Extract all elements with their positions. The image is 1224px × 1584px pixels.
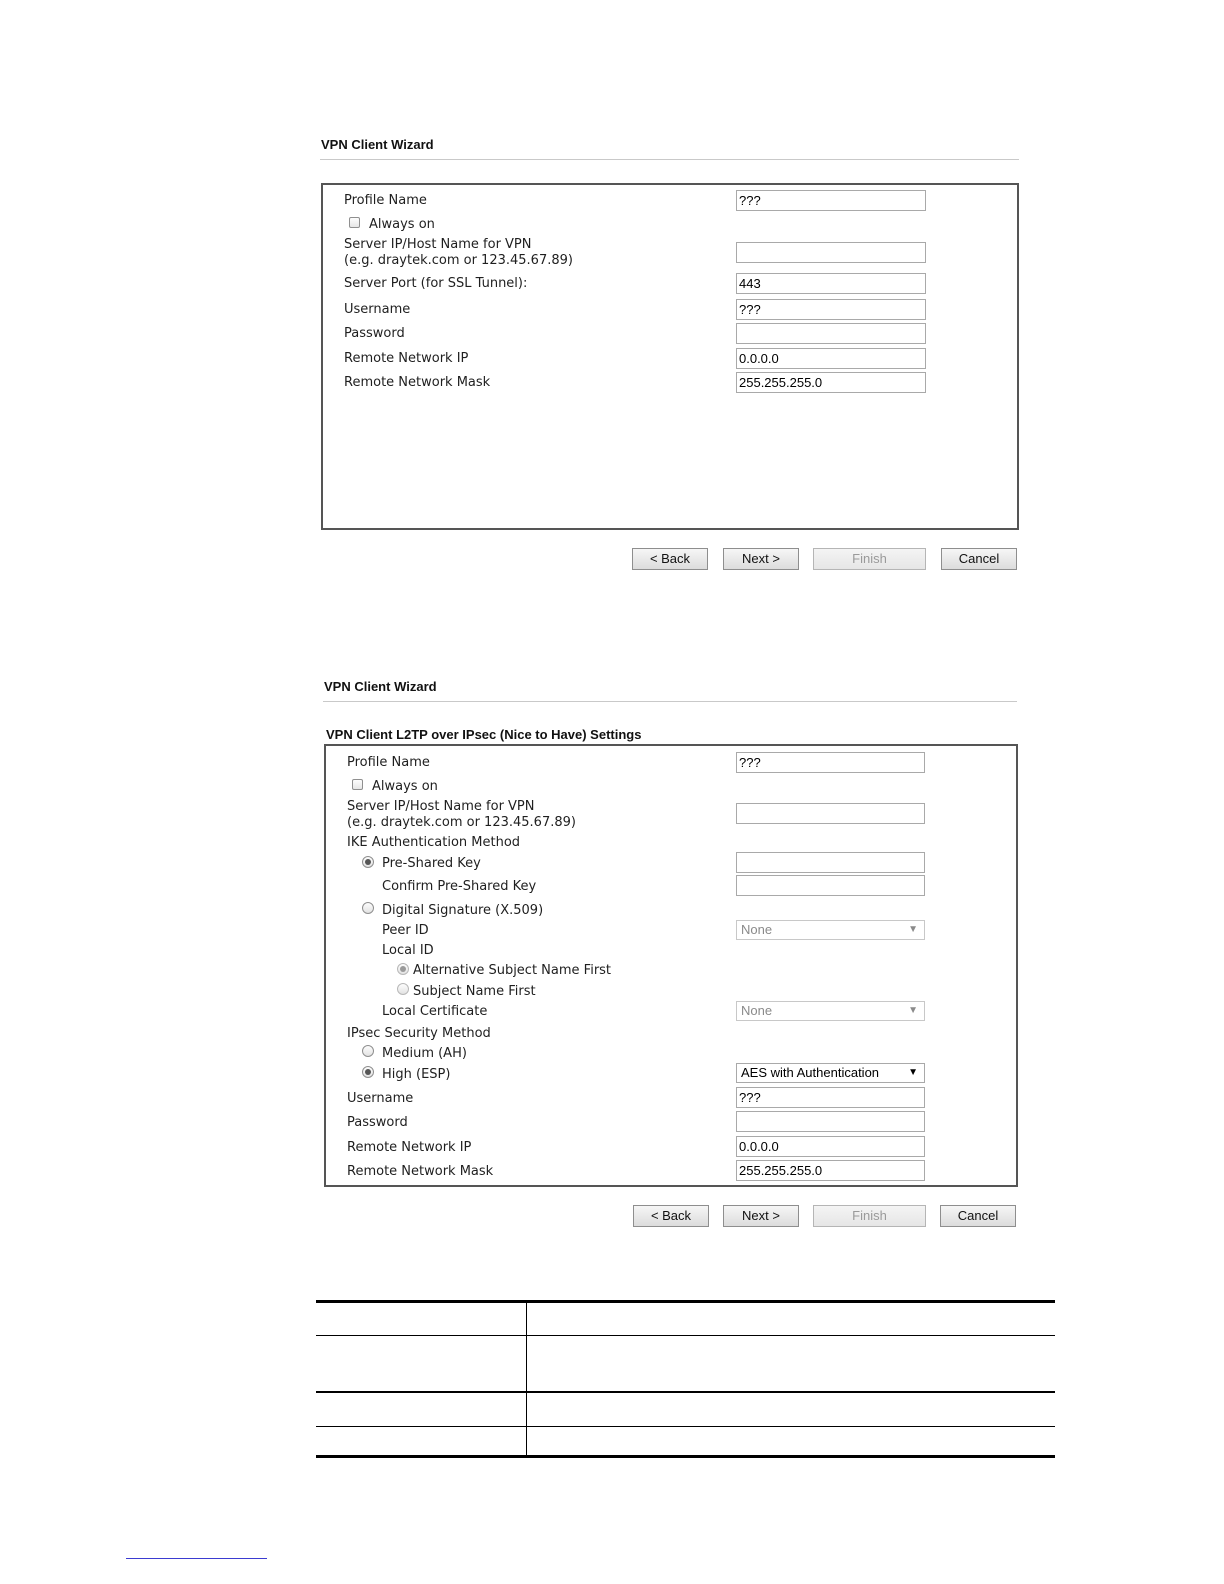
digital-signature-radio[interactable] (362, 902, 374, 914)
table-bottom-rule (316, 1455, 1055, 1458)
remote-ip-label: Remote Network IP (347, 1140, 472, 1155)
subject-first-radio[interactable] (397, 983, 409, 995)
remote-ip-input[interactable]: 0.0.0.0 (736, 1136, 925, 1157)
table-row-rule (316, 1391, 1055, 1393)
finish-button[interactable]: Finish (813, 1205, 926, 1227)
digital-signature-label: Digital Signature (X.509) (382, 903, 544, 918)
medium-ah-label: Medium (AH) (382, 1046, 467, 1061)
always-on-checkbox[interactable] (352, 779, 363, 790)
server-port-label: Server Port (for SSL Tunnel): (344, 276, 528, 291)
ipsec-security-label: IPsec Security Method (347, 1026, 491, 1041)
pre-shared-key-radio[interactable] (362, 856, 374, 868)
medium-ah-radio[interactable] (362, 1045, 374, 1057)
esp-algorithm-value: AES with Authentication (741, 1065, 880, 1080)
table-column-divider (526, 1301, 527, 1457)
wizard1-panel (321, 183, 1019, 530)
local-certificate-label: Local Certificate (382, 1004, 488, 1019)
wizard2-title: VPN Client Wizard (324, 679, 437, 694)
password-input[interactable] (736, 323, 926, 344)
server-ip-label: Server IP/Host Name for VPN (344, 237, 532, 252)
password-label: Password (347, 1115, 408, 1130)
back-button[interactable]: < Back (632, 548, 708, 570)
back-button[interactable]: < Back (633, 1205, 709, 1227)
username-label: Username (347, 1091, 414, 1106)
alt-subject-first-label: Alternative Subject Name First (413, 963, 612, 978)
peer-id-select[interactable] (736, 920, 925, 940)
finish-button[interactable]: Finish (813, 548, 926, 570)
remote-mask-input[interactable]: 255.255.255.0 (736, 1160, 925, 1181)
remote-ip-label: Remote Network IP (344, 351, 469, 366)
table-row-rule (316, 1426, 1055, 1427)
username-input[interactable]: ??? (736, 299, 926, 320)
username-label: Username (344, 302, 411, 317)
wizard1-divider (320, 159, 1019, 160)
server-ip-label: Server IP/Host Name for VPN (347, 799, 535, 814)
local-certificate-select[interactable] (736, 1001, 925, 1021)
wizard2-divider (323, 701, 1017, 702)
pre-shared-key-input[interactable] (736, 852, 925, 873)
alt-subject-first-radio[interactable] (397, 963, 409, 975)
cancel-button[interactable]: Cancel (940, 1205, 1016, 1227)
chevron-down-icon: ▼ (908, 924, 918, 935)
remote-mask-label: Remote Network Mask (344, 375, 491, 390)
table-header-rule (316, 1335, 1055, 1336)
confirm-psk-input[interactable] (736, 875, 925, 896)
wizard2-panel (324, 744, 1018, 1187)
profile-name-input[interactable]: ??? (736, 752, 925, 773)
server-port-input[interactable]: 443 (736, 273, 926, 294)
high-esp-label: High (ESP) (382, 1067, 451, 1082)
server-ip-input[interactable] (736, 242, 926, 263)
server-ip-hint: (e.g. draytek.com or 123.45.67.89) (347, 815, 576, 830)
peer-id-value: None (741, 922, 773, 937)
next-button[interactable]: Next > (723, 1205, 799, 1227)
local-id-label: Local ID (382, 943, 434, 958)
local-certificate-value: None (741, 1003, 773, 1018)
confirm-psk-label: Confirm Pre-Shared Key (382, 879, 537, 894)
password-input[interactable] (736, 1111, 925, 1132)
remote-mask-label: Remote Network Mask (347, 1164, 494, 1179)
always-on-label: Always on (369, 217, 435, 232)
profile-name-label: Profile Name (344, 193, 427, 208)
subject-first-label: Subject Name First (413, 984, 536, 999)
profile-name-label: Profile Name (347, 755, 430, 770)
always-on-checkbox[interactable] (349, 217, 360, 228)
remote-ip-input[interactable]: 0.0.0.0 (736, 348, 926, 369)
high-esp-radio[interactable] (362, 1066, 374, 1078)
l2tp-settings-title: VPN Client L2TP over IPsec (Nice to Have) Settings (326, 727, 642, 742)
ike-method-label: IKE Authentication Method (347, 835, 521, 850)
table-top-rule (316, 1300, 1055, 1303)
wizard1-title: VPN Client Wizard (321, 137, 434, 152)
pre-shared-key-label: Pre-Shared Key (382, 856, 481, 871)
next-button[interactable]: Next > (723, 548, 799, 570)
server-ip-input[interactable] (736, 803, 925, 824)
remote-mask-input[interactable]: 255.255.255.0 (736, 372, 926, 393)
cancel-button[interactable]: Cancel (941, 548, 1017, 570)
esp-algorithm-select[interactable] (736, 1063, 925, 1083)
password-label: Password (344, 326, 405, 341)
username-input[interactable]: ??? (736, 1087, 925, 1108)
chevron-down-icon: ▼ (908, 1005, 918, 1016)
profile-name-input[interactable]: ??? (736, 190, 926, 211)
chevron-down-icon: ▼ (908, 1067, 918, 1078)
always-on-label: Always on (372, 779, 438, 794)
footer-link-underline[interactable] (126, 1558, 267, 1559)
server-ip-hint: (e.g. draytek.com or 123.45.67.89) (344, 253, 573, 268)
peer-id-label: Peer ID (382, 923, 429, 938)
